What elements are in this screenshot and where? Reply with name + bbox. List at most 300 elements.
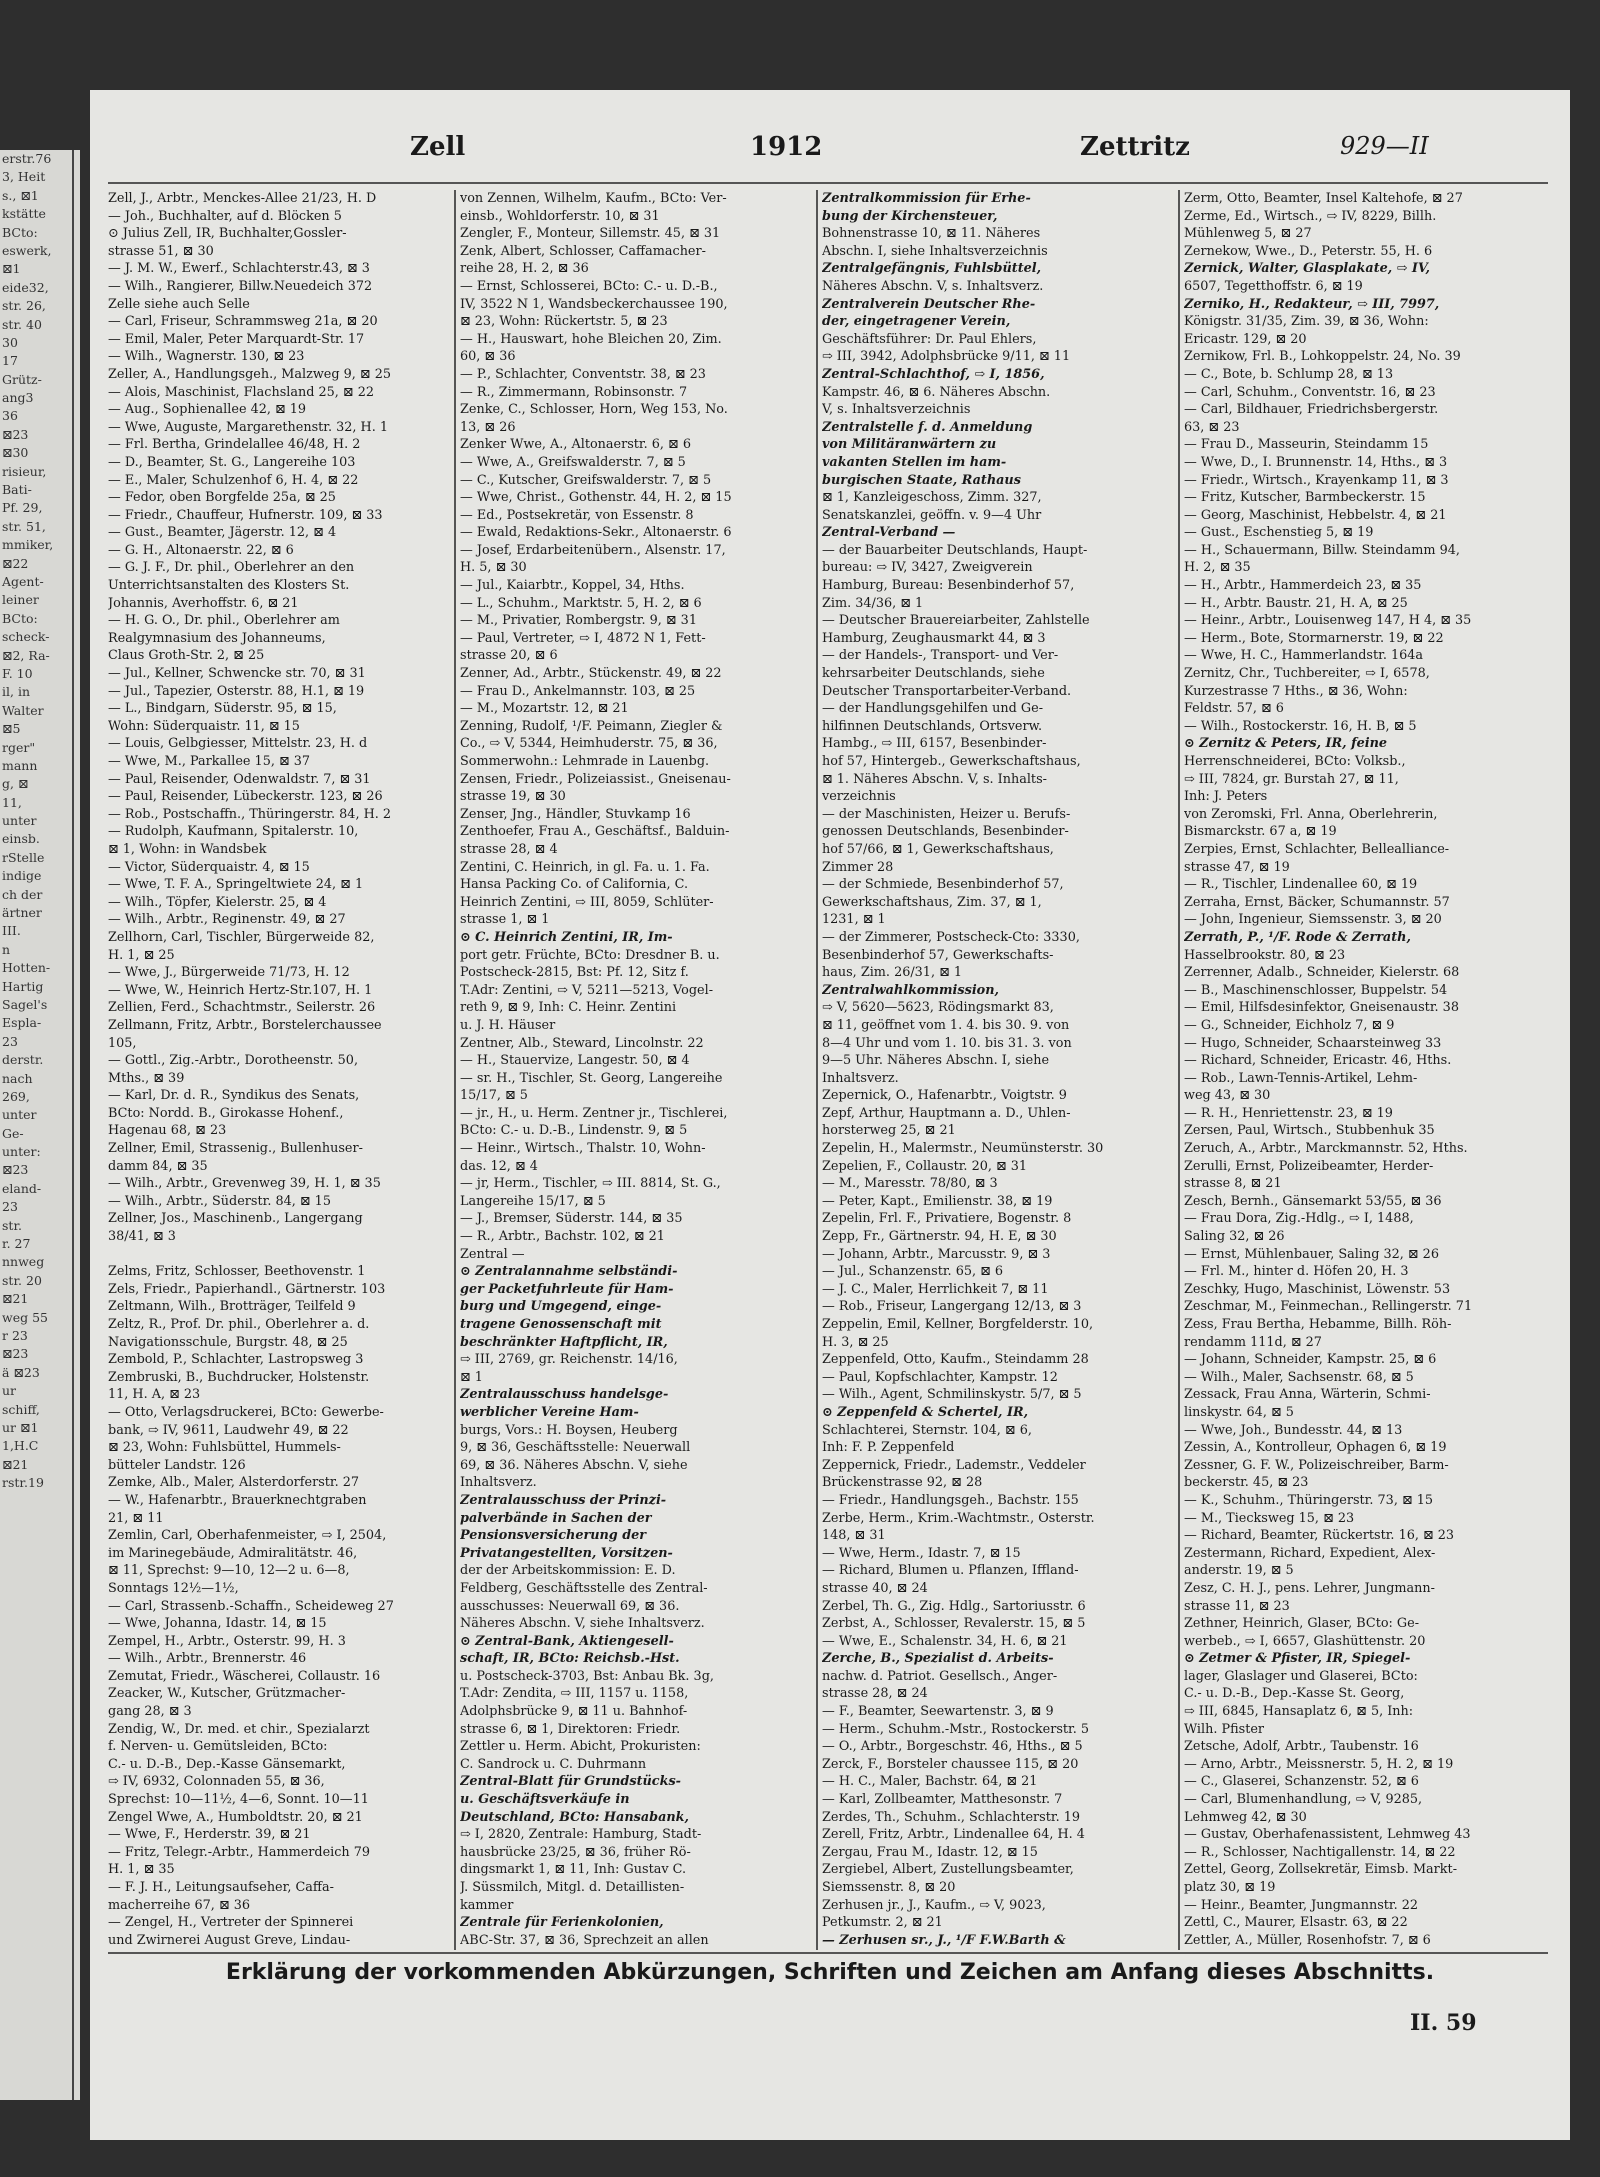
directory-entry-line: Zettl, C., Maurer, Elsastr. 63, ⊠ 22 [1184,1915,1408,1931]
directory-entry-line: hof 57, Hintergeb., Gewerkschaftshaus, [822,754,1081,769]
directory-entry-line: — Wilh., Arbtr., Brennerstr. 46 [108,1651,307,1667]
directory-entry-line: — Karl, Zollbeamter, Matthesonstr. 7 [822,1792,1063,1808]
directory-entry-line: Wohn: Süderquaistr. 11, ⊠ 15 [108,718,300,734]
directory-entry-line: Feldstr. 57, ⊠ 6 [1184,701,1284,717]
directory-entry-line: — Carl, Bildhauer, Friedrichsbergerstr. [1184,402,1439,418]
directory-entry-line: — C., Bote, b. Schlump 28, ⊠ 13 [1184,366,1394,382]
directory-entry-line: Zentral-Verband — [822,525,956,541]
directory-entry-line: Unterrichtsanstalten des Klosters St. [108,578,350,594]
directory-entry-line: und Zwirnerei August Greve, Lindau- [108,1932,351,1948]
directory-entry-line: Inh: J. Peters [1184,789,1268,805]
directory-entry-line: anderstr. 19, ⊠ 5 [1184,1563,1294,1579]
strip-line: scheck- [2,629,50,645]
directory-entry-line: Zesz, C. H. J., pens. Lehrer, Jungmann- [1184,1580,1435,1596]
strip-line: Agent- [2,573,44,589]
directory-entry-line: ⇨ III, 6845, Hansaplatz 6, ⊠ 5, Inh: [1184,1704,1414,1720]
directory-entry-line: — Fedor, oben Borgfelde 25a, ⊠ 25 [108,490,336,506]
directory-entry-line: — Rudolph, Kaufmann, Spitalerstr. 10, [108,824,359,840]
directory-entry-line: ger Packetfuhrleute für Ham- [460,1281,674,1297]
directory-entry-line: hof 57/66, ⊠ 1, Gewerkschaftshaus, [822,841,1054,857]
directory-entry-line: palverbände in Sachen der [460,1510,652,1526]
directory-entry-line: — Wilh., Rostockerstr. 16, H. B, ⊠ 5 [1184,718,1417,734]
directory-entry-line: — L., Schuhm., Marktstr. 5, H. 2, ⊠ 6 [460,595,702,611]
directory-entry-line: Inhaltsverz. [460,1475,537,1491]
directory-entry-line: Zembruski, B., Buchdrucker, Holstenstr. [108,1369,370,1385]
directory-entry-line: — Fritz, Telegr.-Arbtr., Hammerdeich 79 [108,1844,371,1860]
directory-entry-line: Herrenschneiderei, BCto: Volksb., [1184,754,1406,769]
strip-line: 17 [2,353,18,369]
directory-entry-line: — W., Hafenarbtr., Brauerknechtgraben [108,1492,367,1508]
directory-entry-line: ⊠ 23, Wohn: Fuhlsbüttel, Hummels- [108,1440,341,1456]
directory-entry-line: Siemssenstr. 8, ⊠ 20 [822,1880,956,1895]
strip-line: eswerk, [2,242,52,258]
directory-entry-line: Zeppenfeld, Otto, Kaufm., Steindamm 28 [822,1352,1089,1368]
directory-entry-line: Zentral-Blatt für Grundstücks- [460,1774,681,1790]
directory-entry-line: Zelms, Fritz, Schlosser, Beethovenstr. 1 [108,1264,366,1280]
directory-entry-line: — jr., H., u. Herm. Zentner jr., Tischlerei, [460,1105,728,1121]
directory-entry-line: genossen Deutschlands, Besenbinder- [822,824,1069,840]
directory-entry-line: strasse 47, ⊠ 19 [1184,859,1290,875]
column-3 [822,190,1174,1950]
directory-entry-line: Zenser, Jng., Händler, Stuvkamp 16 [460,806,691,822]
directory-entry-line: Näheres Abschn. V, siehe Inhaltsverz. [460,1616,705,1632]
directory-entry-line: Mths., ⊠ 39 [108,1070,185,1086]
directory-entry-line [1184,1949,1546,1950]
directory-entry-line: Petkumstr. 2, ⊠ 21 [822,1915,943,1931]
directory-entry-line: — der Maschinisten, Heizer u. Berufs- [822,806,1071,822]
directory-entry-line: Hamburg, Bureau: Besenbinderhof 57, [822,578,1075,594]
strip-line: nnweg [2,1254,45,1270]
directory-entry-line [460,1949,812,1950]
directory-entry-line: strasse 28, ⊠ 4 [460,841,558,857]
directory-entry-line: — der Zimmerer, Postscheck-Cto: 3330, [822,929,1080,945]
strip-line: nach [2,1070,33,1086]
directory-entry-line: C.- u. D.-B., Dep.-Kasse Gänsemarkt, [108,1756,346,1772]
directory-entry-line: T.Adr: Zendita, ⇨ III, 1157 u. 1158, [460,1686,689,1702]
directory-entry-line: Zess, Frau Bertha, Hebamme, Billh. Röh- [1184,1317,1452,1332]
strip-line: Sagel's [2,996,48,1012]
directory-entry-line: 6507, Tegetthoffstr. 6, ⊠ 19 [1184,278,1363,294]
strip-line: ⊠30 [2,445,29,461]
directory-entry-line: — Rob., Lawn-Tennis-Artikel, Lehm- [1184,1070,1418,1086]
directory-entry-line: Zenner, Ad., Arbtr., Stückenstr. 49, ⊠ 22 [460,666,722,682]
directory-entry-line: ⊠ 23, Wohn: Rückertstr. 5, ⊠ 23 [460,314,668,330]
directory-entry-line: Privatangestellten, Vorsitzen- [460,1545,673,1561]
directory-entry-line: — Josef, Erdarbeitenübern., Alsenstr. 17, [460,542,726,558]
directory-entry-line: — Wwe, T. F. A., Springeltwiete 24, ⊠ 1 [108,877,364,893]
directory-entry-line: Zernitz, Chr., Tuchbereiter, ⇨ I, 6578, [1184,666,1430,682]
directory-entry-line: Zettler u. Herm. Abicht, Prokuristen: [460,1739,701,1755]
directory-entry-line: Zerm, Otto, Beamter, Insel Kaltehofe, ⊠ 27 [1184,191,1463,206]
directory-entry-line: Zellner, Jos., Maschinenb., Langergang [108,1211,363,1227]
directory-entry-line: u. J. H. Häuser [460,1017,556,1033]
directory-entry-line: im Marinegebäude, Admiralitätstr. 46, [108,1545,358,1561]
directory-entry-line: Deutscher Transportarbeiter-Verband. [822,683,1072,699]
strip-line: ur [2,1383,17,1399]
directory-entry-line: Näheres Abschn. V, s. Inhaltsverz. [822,278,1044,294]
directory-entry-line: Zimmer 28 [822,859,894,875]
directory-entry-line: Zeller, A., Handlungsgeh., Malzweg 9, ⊠ 25 [108,366,391,382]
directory-entry-line: — Wilh., Arbtr., Süderstr. 84, ⊠ 15 [108,1193,331,1209]
strip-line: 23 [2,1199,18,1215]
strip-line: ä ⊠23 [2,1364,40,1380]
directory-entry-line: Zerhusen jr., J., Kaufm., ⇨ V, 9023, [822,1897,1046,1913]
directory-entry-line: Hansa Packing Co. of California, C. [460,877,689,893]
directory-entry-line: Zeruch, A., Arbtr., Marckmannstr. 52, Hths. [1184,1141,1468,1157]
directory-entry-line: — Paul, Vertreter, ⇨ I, 4872 N 1, Fett- [460,630,706,646]
header-page-number: 929—II [1340,132,1429,160]
directory-entry-line: — Ernst, Schlosserei, BCto: C.- u. D.-B., [460,278,718,294]
directory-entry-line: — Wwe, Johanna, Idastr. 14, ⊠ 15 [108,1616,327,1632]
directory-entry-line: Zerulli, Ernst, Polizeibeamter, Herder- [1184,1158,1434,1174]
directory-entry-line: Zerbe, Herm., Krim.-Wachtmstr., Osterstr. [822,1510,1095,1526]
strip-line: einsb. [2,831,40,847]
directory-entry-line: u. Geschäftsverkäufe in [460,1792,630,1808]
directory-entry-line: — Georg, Maschinist, Hebbelstr. 4, ⊠ 21 [1184,507,1447,523]
directory-entry-line: Zengel Wwe, A., Humboldtstr. 20, ⊠ 21 [108,1809,363,1825]
directory-entry-line: Zellner, Emil, Strassenig., Bullenhuser- [108,1141,363,1157]
directory-entry-line: — Wilh., Agent, Schmilinskystr. 5/7, ⊠ 5 [822,1387,1082,1403]
directory-entry-line: strasse 8, ⊠ 21 [1184,1176,1282,1192]
directory-entry-line: Zentralverein Deutscher Rhe- [822,296,1036,312]
directory-entry-line: — Joh., Buchhalter, auf d. Blöcken 5 [108,208,342,224]
directory-entry-line: — P., Schlachter, Conventstr. 38, ⊠ 23 [460,366,706,382]
directory-entry-line: — G. J. F., Dr. phil., Oberlehrer an den [108,560,355,576]
directory-entry-line: — Paul, Kopfschlachter, Kampstr. 12 [822,1369,1058,1385]
directory-entry-line: dingsmarkt 1, ⊠ 11, Inh: Gustav C. [460,1862,687,1878]
directory-entry-line: 11, H. A, ⊠ 23 [108,1387,201,1403]
directory-entry-line: C.- u. D.-B., Dep.-Kasse St. Georg, [1184,1686,1405,1702]
directory-entry-line: von Zennen, Wilhelm, Kaufm., BCto: Ver- [460,191,727,206]
strip-line: mmiker, [2,537,54,553]
directory-entry-line: strasse 1, ⊠ 1 [460,912,550,928]
directory-entry-line: Zeschky, Hugo, Maschinist, Löwenstr. 53 [1184,1281,1451,1297]
strip-line: eide32, [2,279,49,295]
directory-entry-line: Hamburg, Zeughausmarkt 44, ⊠ 3 [822,630,1046,646]
column-rule [1178,190,1180,1950]
directory-entry-line: strasse 19, ⊠ 30 [460,789,566,805]
directory-entry-line: Saling 32, ⊠ 26 [1184,1229,1285,1245]
directory-entry-line: — H., Arbtr., Hammerdeich 23, ⊠ 35 [1184,578,1422,594]
directory-entry-line: 9—5 Uhr. Näheres Abschn. I, siehe [822,1053,1050,1069]
directory-entry-line: — Friedr., Handlungsgeh., Bachstr. 155 [822,1492,1079,1508]
directory-entry-line: Zeltmann, Wilh., Brotträger, Teilfeld 9 [108,1299,356,1315]
directory-entry-line: Zentralgefängnis, Fuhlsbüttel, [822,261,1042,277]
directory-entry-line: — Wwe, J., Bürgerweide 71/73, H. 12 [108,965,350,981]
directory-entry-line: — Wwe, Auguste, Margarethenstr. 32, H. 1 [108,419,388,435]
directory-entry-line: bütteler Landstr. 126 [108,1457,246,1473]
directory-entry-line: — Carl, Friseur, Schrammsweg 21a, ⊠ 20 [108,314,378,330]
directory-entry-line: damm 84, ⊠ 35 [108,1158,208,1174]
directory-entry-line: Navigationsschule, Burgstr. 48, ⊠ 25 [108,1334,348,1350]
strip-line: Hartig [2,978,44,994]
directory-entry-line: ⊠ 11, geöffnet vom 1. 4. bis 30. 9. von [822,1017,1070,1033]
directory-entry-line: Zentrale für Ferienkolonien, [460,1915,664,1931]
directory-entry-line: linskystr. 64, ⊠ 5 [1184,1404,1294,1420]
footer-rule [108,1952,1548,1954]
directory-entry-line: Zenke, C., Schlosser, Horn, Weg 153, No. [460,402,728,418]
columns [108,190,1548,1950]
directory-entry-line: Pensionsversicherung der [460,1528,647,1544]
header-last-name: Zettritz [1080,132,1190,162]
directory-entry-line: BCto: Nordd. B., Girokasse Hohenf., [108,1105,344,1121]
directory-entry-line: Zengler, F., Monteur, Sillemstr. 45, ⊠ 31 [460,226,721,242]
directory-entry-line: — Deutscher Brauereiarbeiter, Zahlstelle [822,613,1090,629]
directory-entry-line: Zerche, B., Spezialist d. Arbeits- [822,1651,1054,1667]
directory-entry-line: haus, Zim. 26/31, ⊠ 1 [822,965,963,981]
directory-entry-line: — Victor, Süderquaistr. 4, ⊠ 15 [108,859,310,875]
directory-entry-line: Wilh. Pfister [1184,1721,1265,1737]
directory-entry-line: hausbrücke 23/25, ⊠ 36, früher Rö- [460,1844,691,1860]
directory-entry-line: — H., Schauermann, Billw. Steindamm 94, [1184,542,1460,558]
directory-entry-line: — Wwe, Christ., Gothenstr. 44, H. 2, ⊠ 15 [460,490,732,506]
directory-entry-line: Zensen, Friedr., Polizeiassist., Gneisenau- [460,771,731,787]
strip-line: str. 26, [2,298,46,314]
strip-line: ⊠23 [2,1162,29,1178]
directory-entry-line: Zerme, Ed., Wirtsch., ⇨ IV, 8229, Billh. [1184,208,1437,224]
directory-entry-line: 21, ⊠ 11 [108,1510,164,1526]
directory-entry-line: — Gustav, Oberhafenassistent, Lehmweg 43 [1184,1827,1471,1843]
directory-entry-line: Heinrich Zentini, ⇨ III, 8059, Schlüter- [460,894,714,910]
directory-entry-line: f. Nerven- u. Gemütsleiden, BCto: [108,1739,328,1755]
directory-entry-line: — der Schmiede, Besenbinderhof 57, [822,877,1064,893]
directory-entry-line: Zergau, Frau M., Idastr. 12, ⊠ 15 [822,1844,1038,1860]
directory-entry-line: Zell, J., Arbtr., Menckes-Allee 21/23, H. D [108,191,377,206]
directory-entry-line: Zestermann, Richard, Expedient, Alex- [1184,1545,1436,1561]
directory-entry-line: — jr, Herm., Tischler, ⇨ III. 8814, St. G., [460,1176,721,1192]
directory-entry-line: Zessin, A., Kontrolleur, Ophagen 6, ⊠ 19 [1184,1440,1447,1456]
directory-entry-line: Zemke, Alb., Maler, Alsterdorferstr. 27 [108,1475,360,1491]
directory-entry-line: — M., Privatier, Rombergstr. 9, ⊠ 31 [460,613,697,629]
directory-entry-line: — R., Schlosser, Nachtigallenstr. 14, ⊠ 22 [1184,1844,1456,1860]
directory-entry-line: der der Arbeitskommission: E. D. [460,1563,676,1579]
directory-entry-line: Zerbel, Th. G., Zig. Hdlg., Sartoriusstr. 6 [822,1598,1086,1614]
directory-entry-line: — sr. H., Tischler, St. Georg, Langereihe [460,1070,723,1086]
strip-line: ⊠22 [2,555,29,571]
directory-entry-line: 63, ⊠ 23 [1184,419,1240,435]
strip-line: 23 [2,1033,18,1049]
directory-entry-line: — Friedr., Wirtsch., Krayenkamp 11, ⊠ 3 [1184,472,1449,488]
strip-line: il, in [2,684,30,700]
directory-entry-line: vakanten Stellen im ham- [822,454,1007,470]
strip-line: Espla- [2,1015,42,1031]
directory-entry-line: — Fritz, Kutscher, Barmbeckerstr. 15 [1184,490,1426,506]
directory-entry-line: J. Süssmilch, Mitgl. d. Detaillisten- [460,1880,685,1895]
directory-entry-line: — H. C., Maler, Bachstr. 64, ⊠ 21 [822,1774,1038,1790]
directory-entry-line: — Gust., Eschenstieg 5, ⊠ 19 [1184,525,1374,541]
directory-entry-line: — Wilh., Töpfer, Kielerstr. 25, ⊠ 4 [108,894,327,910]
directory-entry-line: — H. G. O., Dr. phil., Oberlehrer am [108,613,340,629]
directory-entry-line: — C., Kutscher, Greifswalderstr. 7, ⊠ 5 [460,472,712,488]
directory-entry-line: Inhaltsverz. [822,1070,899,1086]
directory-entry-line: Kampstr. 46, ⊠ 6. Näheres Abschn. [822,384,1051,400]
strip-line: ⊠1 [2,261,21,277]
directory-entry-line: — Wwe, F., Herderstr. 39, ⊠ 21 [108,1827,311,1843]
directory-entry-line: ⇨ III, 2769, gr. Reichenstr. 14/16, [460,1352,678,1368]
strip-line: 30 [2,334,18,350]
strip-rule [72,150,74,2100]
directory-entry-line: — Wwe, Joh., Bundesstr. 44, ⊠ 13 [1184,1422,1403,1438]
strip-line: mann [2,757,38,773]
directory-entry-line: Senatskanzlei, geöffn. v. 9—4 Uhr [822,507,1042,523]
directory-entry-line: — Heinr., Wirtsch., Thalstr. 10, Wohn- [460,1141,706,1157]
directory-entry-line: Zerell, Fritz, Arbtr., Lindenallee 64, H. 4 [822,1827,1085,1843]
directory-entry-line: — F., Beamter, Seewartenstr. 3, ⊠ 9 [822,1704,1054,1720]
directory-entry-line: ⇨ III, 3942, Adolphsbrücke 9/11, ⊠ 11 [822,349,1071,365]
directory-entry-line: strasse 51, ⊠ 30 [108,243,214,259]
directory-entry-line: ⇨ IV, 6932, Colonnaden 55, ⊠ 36, [108,1774,325,1790]
directory-entry-line: ⊠ 1. Näheres Abschn. V, s. Inhalts- [822,771,1047,787]
directory-entry-line: — Herm., Bote, Stormarnerstr. 19, ⊠ 22 [1184,630,1444,646]
strip-line: str. 20 [2,1272,42,1288]
directory-entry-line: Zenthoefer, Frau A., Geschäftsf., Balduin- [460,824,730,840]
strip-line: r 23 [2,1328,28,1343]
directory-entry-line: — Wwe, D., I. Brunnenstr. 14, Hths., ⊠ 3 [1184,454,1448,470]
strip-line: rStelle [2,849,45,865]
directory-entry-line: — Wwe, Herm., Idastr. 7, ⊠ 15 [822,1545,1021,1561]
directory-entry-line: — Arno, Arbtr., Meissnerstr. 5, H. 2, ⊠ 19 [1184,1756,1454,1772]
directory-entry-line: Hasselbrookstr. 80, ⊠ 23 [1184,947,1346,963]
strip-line: unter [2,1107,37,1123]
directory-entry-line: beschränkter Haftpflicht, IR, [460,1334,668,1350]
directory-entry-line: Zesch, Bernh., Gänsemarkt 53/55, ⊠ 36 [1184,1193,1442,1209]
directory-entry-line: Zeacker, W., Kutscher, Grützmacher- [108,1686,346,1702]
directory-entry-line: Zessack, Frau Anna, Wärterin, Schmi- [1184,1387,1431,1403]
directory-entry-line: ⊙ Zentral-Bank, Aktiengesell- [460,1633,674,1649]
directory-entry-line: — Ernst, Mühlenbauer, Saling 32, ⊠ 26 [1184,1246,1439,1262]
strip-line: rstr.19 [2,1475,44,1491]
directory-entry-line: — Ewald, Redaktions-Sekr., Altonaerstr. 6 [460,525,732,541]
column-rule [454,190,456,1950]
directory-entry-line: — Zengel, H., Vertreter der Spinnerei [108,1915,354,1931]
strip-line: ⊠23 [2,1346,29,1362]
directory-entry-line: Ericastr. 129, ⊠ 20 [1184,331,1307,347]
directory-entry-line: strasse 28, ⊠ 24 [822,1686,928,1702]
directory-entry-line: Zernikow, Frl. B., Lohkoppelstr. 24, No. 39 [1184,349,1461,365]
directory-entry-line: — B., Maschinenschlosser, Buppelstr. 54 [1184,982,1448,998]
directory-entry-line: strasse 6, ⊠ 1, Direktoren: Friedr. [460,1721,681,1737]
directory-entry-line: bureau: ⇨ IV, 3427, Zweigverein [822,560,1033,576]
directory-entry-line: — R. H., Henriettenstr. 23, ⊠ 19 [1184,1105,1393,1121]
directory-entry-line: — Paul, Reisender, Odenwaldstr. 7, ⊠ 31 [108,771,371,787]
directory-entry-line: Zels, Friedr., Papierhandl., Gärtnerstr. 103 [108,1281,386,1297]
directory-entry-line: — Rob., Postschaffn., Thüringerstr. 84, H. 2 [108,806,392,822]
column-rule [816,190,818,1950]
directory-entry-line: — Louis, Gelbgiesser, Mittelstr. 23, H. d [108,736,368,752]
directory-entry-line: — L., Bindgarn, Süderstr. 95, ⊠ 15, [108,701,337,717]
strip-line: ⊠21 [2,1291,29,1307]
directory-entry-line: — K., Schuhm., Thüringerstr. 73, ⊠ 15 [1184,1492,1434,1508]
directory-entry-line: Zethner, Heinrich, Glaser, BCto: Ge- [1184,1616,1420,1632]
directory-entry-line: — H., Hauswart, hohe Bleichen 20, Zim. [460,331,722,347]
directory-entry-line: Bismarckstr. 67 a, ⊠ 19 [1184,824,1337,840]
directory-entry-line: von Zeromski, Frl. Anna, Oberlehrerin, [1184,806,1438,822]
directory-entry-line: ⊙ Zeppenfeld & Schertel, IR, [822,1404,1029,1420]
directory-entry-line: — Wilh., Maler, Sachsenstr. 68, ⊠ 5 [1184,1369,1414,1385]
directory-entry-line: Inh: F. P. Zeppenfeld [822,1440,955,1456]
strip-line: n [2,941,11,957]
strip-line: r. 27 [2,1236,31,1252]
directory-entry-line: ⊠ 1 [460,1369,483,1385]
strip-line: risieur, [2,463,47,479]
directory-entry-line: — Karl, Dr. d. R., Syndikus des Senats, [108,1088,360,1104]
directory-entry-line: Zentralausschuss handelsge- [460,1387,669,1403]
directory-entry-line: — Carl, Blumenhandlung, ⇨ V, 9285, [1184,1792,1423,1808]
directory-entry-line: Besenbinderhof 57, Gewerkschafts- [822,947,1054,963]
directory-entry-line: strasse 20, ⊠ 6 [460,648,558,664]
directory-entry-line: — E., Maler, Schulzenhof 6, H. 4, ⊠ 22 [108,472,359,488]
directory-entry-line: — R., Zimmermann, Robinsonstr. 7 [460,384,688,400]
directory-entry-line: 9, ⊠ 36, Geschäftsstelle: Neuerwall [460,1440,691,1456]
directory-entry-line: kammer [460,1897,514,1913]
directory-entry-line: ABC-Str. 37, ⊠ 36, Sprechzeit an allen [460,1932,709,1948]
directory-entry-line: Zemutat, Friedr., Wäscherei, Collaustr. 16 [108,1668,381,1684]
directory-entry-line: Brückenstrasse 92, ⊠ 28 [822,1475,983,1491]
directory-entry-line [108,1949,450,1950]
directory-entry-line: Zendig, W., Dr. med. et chir., Spezialarzt [108,1721,370,1737]
directory-entry-line: Zerrenner, Adalb., Schneider, Kielerstr. 68 [1184,965,1460,981]
directory-entry-line: 1231, ⊠ 1 [822,912,886,928]
header-rule [108,182,1548,184]
directory-entry-line: Zettel, Georg, Zollsekretär, Eimsb. Markt- [1184,1862,1458,1878]
directory-entry-line: 60, ⊠ 36 [460,349,516,365]
directory-entry-line: Zentral-Schlachthof, ⇨ I, 1856, [822,366,1045,382]
directory-entry-line: — Wwe, W., Heinrich Hertz-Str.107, H. 1 [108,982,373,998]
directory-entry-line: — Herm., Schuhm.-Mstr., Rostockerstr. 5 [822,1721,1090,1737]
directory-entry-line: das. 12, ⊠ 4 [460,1158,538,1174]
directory-entry-line: — der Handels-, Transport- und Ver- [822,648,1059,664]
directory-entry-line: Zepelien, F., Collaustr. 20, ⊠ 31 [822,1158,1028,1174]
directory-entry-line: Zellien, Ferd., Schachtmstr., Seilerstr. 26 [108,1000,376,1016]
strip-line: kstätte [2,206,46,222]
directory-entry-line [822,1949,1174,1950]
directory-entry-line: — Paul, Reisender, Lübeckerstr. 123, ⊠ 26 [108,789,383,805]
directory-entry-line: — Wilh., Arbtr., Reginenstr. 49, ⊠ 27 [108,912,346,928]
directory-entry-line: platz 30, ⊠ 19 [1184,1880,1276,1895]
directory-entry-line: — Johann, Arbtr., Marcusstr. 9, ⊠ 3 [822,1246,1051,1262]
directory-entry-line: — Heinr., Beamter, Jungmannstr. 22 [1184,1897,1419,1913]
strip-line: ⊠21 [2,1456,29,1472]
strip-line: BCto: [2,610,38,626]
directory-entry-line: — Richard, Blumen u. Pflanzen, Iffland- [822,1563,1079,1579]
directory-entry-line: Zerbst, A., Schlosser, Revalerstr. 15, ⊠ 5 [822,1616,1086,1632]
directory-entry-line: Gewerkschaftshaus, Zim. 37, ⊠ 1, [822,894,1042,910]
directory-entry-line: 13, ⊠ 26 [460,419,516,435]
directory-entry-line: — C., Glaserei, Schanzenstr. 52, ⊠ 6 [1184,1774,1419,1790]
directory-entry-line: Zerraha, Ernst, Bäcker, Schumannstr. 57 [1184,894,1450,910]
column-4 [1184,190,1546,1950]
directory-entry-line: Zentini, C. Heinrich, in gl. Fa. u. 1. Fa. [460,859,710,875]
directory-entry-line: — O., Arbtr., Borgeschstr. 46, Hths., ⊠ 5 [822,1739,1083,1755]
directory-entry-line: — R., Tischler, Lindenallee 60, ⊠ 19 [1184,877,1418,893]
directory-entry-line: nachw. d. Patriot. Gesellsch., Anger- [822,1668,1058,1684]
directory-entry-line: 105, [108,1035,137,1051]
directory-entry-line: Sprechst: 10—11½, 4—6, Sonnt. 10—11 [108,1792,369,1808]
directory-entry-line: — J. M. W., Ewerf., Schlachterstr.43, ⊠ 3 [108,261,370,277]
directory-entry-line: von Militäranwärtern zu [822,437,997,453]
strip-line: ⊠23 [2,426,29,442]
directory-entry-line: werblicher Vereine Ham- [460,1404,639,1420]
directory-entry-line: — M., Mozartstr. 12, ⊠ 21 [460,701,629,717]
directory-entry-line: 8—4 Uhr und vom 1. 10. bis 31. 3. von [822,1035,1072,1051]
strip-line: g, ⊠ [2,776,29,792]
strip-line: ur ⊠1 [2,1419,39,1435]
directory-entry-line: Zepelin, H., Malermstr., Neumünsterstr. 30 [822,1141,1104,1157]
strip-line: 11, [2,794,22,810]
adjacent-page-strip [0,150,80,2100]
directory-entry-line: kehrsarbeiter Deutschlands, siehe [822,666,1045,682]
directory-entry-line: — Wwe, E., Schalenstr. 34, H. 6, ⊠ 21 [822,1633,1068,1649]
